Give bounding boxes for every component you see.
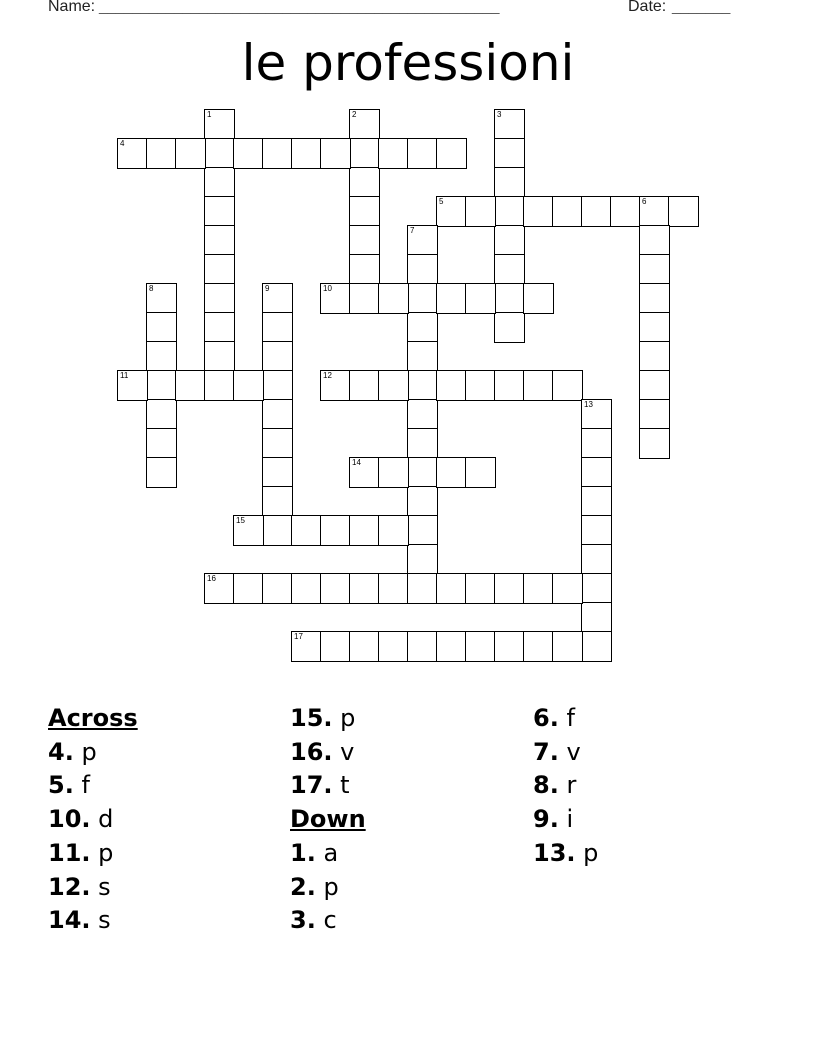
cell-number: 14 — [352, 458, 361, 467]
grid-cell[interactable] — [494, 225, 525, 256]
grid-cell[interactable] — [204, 254, 235, 285]
clue-down-6: 6. f — [533, 704, 575, 732]
grid-cell[interactable] — [320, 283, 351, 314]
grid-cell[interactable] — [204, 109, 235, 140]
page-title: le professioni — [241, 34, 575, 92]
cell-number: 13 — [584, 400, 593, 409]
grid-cell[interactable] — [146, 457, 177, 488]
grid-cell[interactable] — [146, 399, 177, 430]
grid-cell[interactable] — [117, 138, 148, 169]
grid-cell[interactable] — [378, 138, 409, 169]
grid-cell[interactable] — [262, 370, 293, 401]
grid-cell[interactable] — [581, 602, 612, 633]
grid-cell[interactable] — [262, 486, 293, 517]
clue-across-4: 4. p — [48, 737, 97, 766]
cell-number: 15 — [236, 516, 245, 525]
grid-cell[interactable] — [117, 370, 148, 401]
cell-number: 3 — [497, 110, 502, 119]
grid-cell[interactable] — [146, 428, 177, 459]
grid-cell[interactable] — [436, 283, 467, 314]
grid-cell[interactable] — [494, 283, 525, 314]
clue-column-1 — [48, 702, 288, 938]
grid-cell[interactable] — [436, 457, 467, 488]
grid-cell[interactable] — [204, 312, 235, 343]
grid-cell[interactable] — [639, 254, 670, 285]
grid-cell[interactable] — [639, 312, 670, 343]
grid-cell[interactable] — [233, 573, 264, 604]
grid-cell[interactable] — [175, 138, 206, 169]
grid-cell[interactable] — [552, 370, 583, 401]
grid-cell[interactable] — [233, 370, 264, 401]
grid-cell[interactable] — [465, 370, 496, 401]
clue-across-15: 15. p — [290, 704, 356, 732]
grid-cell[interactable] — [436, 370, 467, 401]
clue-column-2 — [290, 702, 530, 938]
grid-cell[interactable] — [639, 341, 670, 372]
grid-cell[interactable] — [639, 196, 670, 227]
grid-cell[interactable] — [610, 196, 641, 227]
grid-cell[interactable] — [146, 341, 177, 372]
cell-number: 1 — [207, 110, 212, 119]
grid-cell[interactable] — [465, 196, 496, 227]
grid-cell[interactable] — [436, 138, 467, 169]
grid-cell[interactable] — [465, 283, 496, 314]
grid-cell[interactable] — [349, 138, 380, 169]
grid-cell[interactable] — [320, 138, 351, 169]
grid-cell[interactable] — [407, 283, 438, 314]
grid-cell[interactable] — [581, 399, 612, 430]
grid-cell[interactable] — [552, 631, 583, 662]
grid-cell[interactable] — [465, 631, 496, 662]
grid-cell[interactable] — [233, 138, 264, 169]
across-heading: Across — [48, 704, 138, 732]
grid-cell[interactable] — [233, 515, 264, 546]
grid-cell[interactable] — [262, 283, 293, 314]
grid-cell[interactable] — [349, 370, 380, 401]
grid-cell[interactable] — [581, 515, 612, 546]
grid-cell[interactable] — [407, 370, 438, 401]
grid-cell[interactable] — [378, 631, 409, 662]
clue-across-16: 16. v — [290, 737, 355, 766]
name-label: Name: — [48, 0, 96, 15]
cell-number: 12 — [323, 371, 332, 380]
grid-cell[interactable] — [494, 370, 525, 401]
grid-cell[interactable] — [204, 196, 235, 227]
grid-cell[interactable] — [349, 515, 380, 546]
grid-cell[interactable] — [668, 196, 699, 227]
grid-cell[interactable] — [436, 631, 467, 662]
grid-cell[interactable] — [262, 312, 293, 343]
grid-cell[interactable] — [639, 370, 670, 401]
clue-across-5: 5. f — [48, 771, 90, 800]
clue-down-9: 9. i — [533, 805, 574, 834]
grid-cell[interactable] — [494, 573, 525, 604]
clue-down-13: 13. p — [533, 838, 599, 867]
grid-cell[interactable] — [204, 341, 235, 372]
grid-cell[interactable] — [349, 631, 380, 662]
grid-cell[interactable] — [378, 573, 409, 604]
cell-number: 6 — [642, 197, 647, 206]
grid-cell[interactable] — [552, 196, 583, 227]
clue-across-17: 17. t — [290, 771, 350, 800]
clue-across-10: 10. d — [48, 805, 114, 834]
grid-cell[interactable] — [146, 283, 177, 314]
grid-cell[interactable] — [494, 167, 525, 198]
grid-cell[interactable] — [494, 109, 525, 140]
grid-cell[interactable] — [523, 573, 554, 604]
grid-cell[interactable] — [320, 573, 351, 604]
grid-cell[interactable] — [639, 283, 670, 314]
grid-cell[interactable] — [204, 573, 235, 604]
grid-cell[interactable] — [639, 225, 670, 256]
grid-cell[interactable] — [146, 370, 177, 401]
grid-cell[interactable] — [494, 196, 525, 227]
clue-down-3: 3. c — [290, 906, 337, 935]
grid-cell[interactable] — [262, 457, 293, 488]
clue-across-11: 11. p — [48, 838, 114, 867]
down-heading: Down — [290, 805, 366, 834]
grid-cell[interactable] — [436, 573, 467, 604]
grid-cell[interactable] — [407, 138, 438, 169]
grid-cell[interactable] — [407, 399, 438, 430]
grid-cell[interactable] — [494, 138, 525, 169]
cell-number: 5 — [439, 197, 444, 206]
grid-cell[interactable] — [639, 428, 670, 459]
grid-cell[interactable] — [494, 631, 525, 662]
clue-across-12: 12. s — [48, 872, 111, 901]
grid-cell[interactable] — [262, 428, 293, 459]
grid-cell[interactable] — [581, 196, 612, 227]
grid-cell[interactable] — [407, 254, 438, 285]
grid-cell[interactable] — [465, 457, 496, 488]
grid-cell[interactable] — [349, 196, 380, 227]
cell-number: 8 — [149, 284, 154, 293]
grid-cell[interactable] — [146, 312, 177, 343]
grid-cell[interactable] — [204, 370, 235, 401]
grid-cell[interactable] — [262, 341, 293, 372]
grid-cell[interactable] — [349, 457, 380, 488]
grid-cell[interactable] — [523, 370, 554, 401]
grid-cell[interactable] — [407, 428, 438, 459]
grid-cell[interactable] — [407, 457, 438, 488]
cell-number: 11 — [120, 371, 129, 380]
grid-cell[interactable] — [378, 283, 409, 314]
grid-cell[interactable] — [349, 573, 380, 604]
grid-cell[interactable] — [291, 515, 322, 546]
cell-number: 9 — [265, 284, 270, 293]
grid-cell[interactable] — [581, 486, 612, 517]
grid-cell[interactable] — [349, 167, 380, 198]
grid-cell[interactable] — [639, 399, 670, 430]
grid-cell[interactable] — [407, 631, 438, 662]
grid-cell[interactable] — [465, 573, 496, 604]
grid-cell[interactable] — [262, 515, 293, 546]
grid-cell[interactable] — [523, 283, 554, 314]
grid-cell[interactable] — [146, 138, 177, 169]
grid-cell[interactable] — [581, 428, 612, 459]
grid-cell[interactable] — [349, 283, 380, 314]
grid-cell[interactable] — [262, 573, 293, 604]
date-label: Date: — [628, 0, 667, 15]
cell-number: 16 — [207, 574, 216, 583]
grid-cell[interactable] — [407, 515, 438, 546]
grid-cell[interactable] — [320, 515, 351, 546]
grid-cell[interactable] — [523, 196, 554, 227]
cell-number: 10 — [323, 284, 332, 293]
grid-cell[interactable] — [407, 544, 438, 575]
grid-cell[interactable] — [407, 341, 438, 372]
clue-down-2: 2. p — [290, 872, 339, 901]
grid-cell[interactable] — [291, 631, 322, 662]
grid-cell[interactable] — [407, 573, 438, 604]
clue-column-3 — [533, 702, 773, 871]
grid-cell[interactable] — [523, 631, 554, 662]
grid-cell[interactable] — [494, 254, 525, 285]
grid-cell[interactable] — [204, 138, 235, 169]
grid-cell[interactable] — [378, 370, 409, 401]
grid-cell[interactable] — [436, 196, 467, 227]
grid-cell[interactable] — [581, 457, 612, 488]
grid-cell[interactable] — [262, 399, 293, 430]
grid-cell[interactable] — [262, 138, 293, 169]
grid-cell[interactable] — [291, 138, 322, 169]
grid-cell[interactable] — [320, 631, 351, 662]
date-line[interactable]: _______ — [672, 0, 731, 15]
grid-cell[interactable] — [291, 573, 322, 604]
cell-number: 7 — [410, 226, 415, 235]
name-line[interactable]: ________________________________________________ — [99, 0, 500, 15]
grid-cell[interactable] — [581, 544, 612, 575]
grid-cell[interactable] — [204, 225, 235, 256]
grid-cell[interactable] — [407, 486, 438, 517]
grid-cell[interactable] — [204, 167, 235, 198]
grid-cell[interactable] — [407, 225, 438, 256]
grid-cell[interactable] — [378, 515, 409, 546]
grid-cell[interactable] — [175, 370, 206, 401]
grid-cell[interactable] — [407, 312, 438, 343]
grid-cell[interactable] — [349, 225, 380, 256]
clue-down-8: 8. r — [533, 771, 577, 800]
cell-number: 17 — [294, 632, 303, 641]
cell-number: 2 — [352, 110, 357, 119]
clue-down-1: 1. a — [290, 838, 339, 867]
cell-number: 4 — [120, 139, 125, 148]
grid-cell[interactable] — [494, 312, 525, 343]
grid-cell[interactable] — [349, 109, 380, 140]
grid-cell[interactable] — [581, 631, 612, 662]
grid-cell[interactable] — [349, 254, 380, 285]
grid-cell[interactable] — [581, 573, 612, 604]
grid-cell[interactable] — [204, 283, 235, 314]
clue-across-14: 14. s — [48, 906, 111, 935]
grid-cell[interactable] — [320, 370, 351, 401]
clue-down-7: 7. v — [533, 737, 581, 766]
grid-cell[interactable] — [378, 457, 409, 488]
grid-cell[interactable] — [552, 573, 583, 604]
